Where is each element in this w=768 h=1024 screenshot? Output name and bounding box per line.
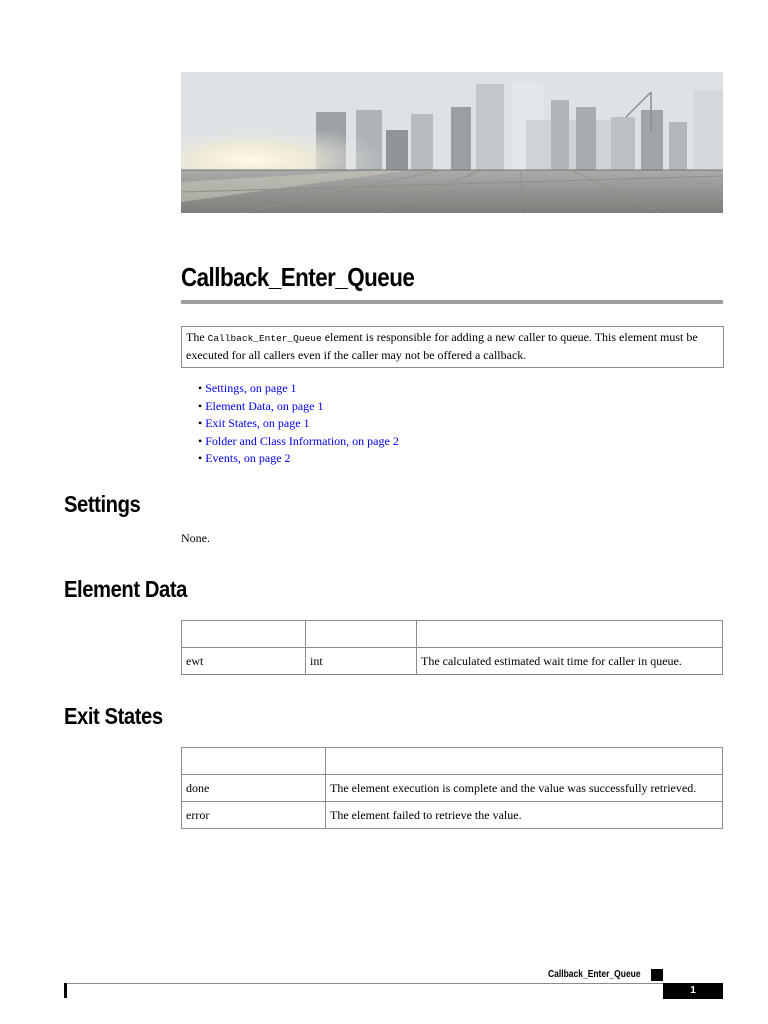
table-cell	[182, 621, 306, 648]
intro-prefix: The	[186, 330, 208, 344]
title-divider	[181, 300, 723, 304]
exit-states-heading: Exit States	[64, 703, 163, 729]
toc-item	[198, 398, 399, 416]
city-skyline-banner	[181, 72, 723, 213]
table-cell: ewt	[182, 648, 306, 675]
toc-link-settings[interactable]: Settings, on page 1	[205, 381, 297, 395]
toc-item	[198, 380, 399, 398]
toc-link-events[interactable]: Events, on page 2	[205, 451, 291, 466]
table-of-contents	[198, 380, 399, 468]
page-title: Callback_Enter_Queue	[181, 262, 415, 292]
table-cell: int	[306, 648, 417, 675]
table-cell	[326, 748, 723, 775]
toc-item	[198, 450, 399, 468]
element-data-heading: Element Data	[64, 576, 187, 602]
banner-image	[181, 72, 723, 213]
intro-suffix: element is responsible for adding a new caller to queue. This element must be executed for all callers even if the caller may not be offered a callback.	[186, 330, 698, 362]
intro-code: Callback_Enter_Queue	[207, 333, 322, 344]
table-cell: error	[182, 802, 326, 829]
toc-item	[198, 415, 399, 433]
toc-link-folder-class[interactable]: Folder and Class Information, on page 2	[205, 433, 399, 448]
table-row	[182, 802, 723, 829]
table-row	[182, 648, 723, 675]
footer-marker	[651, 969, 663, 981]
table-cell	[417, 621, 723, 648]
table-cell: The calculated estimated wait time for caller in queue.	[417, 648, 723, 675]
table-cell	[182, 748, 326, 775]
footer-title: Callback_Enter_Queue	[548, 969, 641, 980]
intro-box	[181, 326, 724, 368]
element-data-table	[181, 620, 723, 675]
page-number: 1	[663, 983, 723, 999]
settings-heading: Settings	[64, 491, 141, 517]
table-cell: done	[182, 775, 326, 802]
toc-link-element-data[interactable]: Element Data, on page 1	[205, 398, 324, 413]
table-header-row	[182, 621, 723, 648]
settings-text: None.	[181, 531, 210, 545]
table-header-row	[182, 748, 723, 775]
table-cell: The element failed to retrieve the value.	[326, 802, 723, 829]
table-cell	[306, 621, 417, 648]
table-cell: The element execution is complete and the value was successfully retrieved.	[326, 775, 723, 802]
table-row	[182, 775, 723, 802]
footer-tick	[64, 983, 67, 998]
toc-link-exit-states[interactable]: Exit States, on page 1	[205, 416, 310, 431]
footer-divider	[64, 983, 723, 984]
toc-item	[198, 433, 399, 451]
exit-states-table	[181, 747, 723, 829]
